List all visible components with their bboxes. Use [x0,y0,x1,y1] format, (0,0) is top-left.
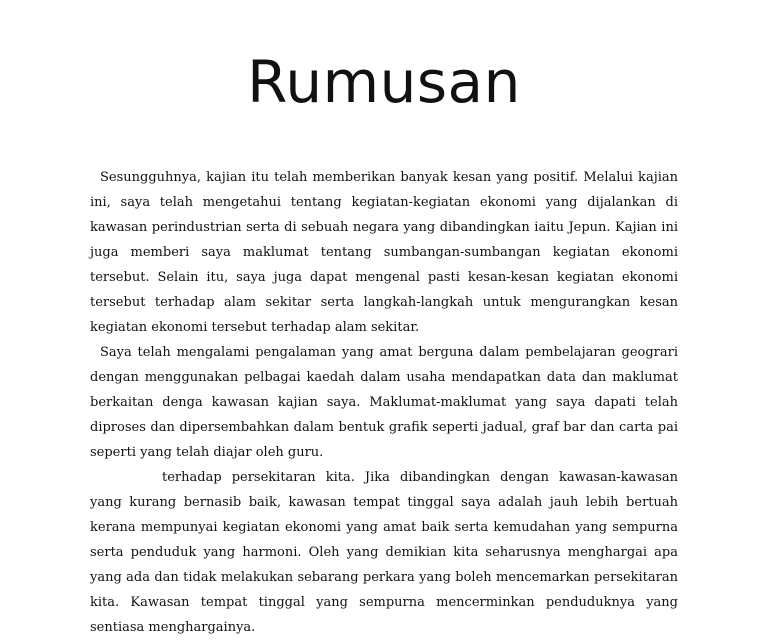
page-title: Rumusan [247,48,521,116]
paragraph-1: Sesungguhnya, kajian itu telah memberikan banyak kesan yang positif. Melalui kajian ini, saya telah mengetahui tentang kegiatan-kegiatan ekonomi yang dijalankan di kawasan perindustrian serta di sebuah negara yang dibandingkan iaitu Jepun. Kajian ini juga memberi saya maklumat tentang sumbangan-sumbangan kegiatan ekonomi tersebut. Selain itu, saya juga dapat mengenal pasti kesan-kesan kegiatan ekonomi tersebut terhadap alam sekitar serta langkah-langkah untuk mengurangkan kesan kegiatan ekonomi tersebut terhadap alam sekitar. [90,170,678,335]
paragraph-2: Saya telah mengalami pengalaman yang amat berguna dalam pembelajaran geograri dengan menggunakan pelbagai kaedah dalam usaha mendapatkan data dan maklumat berkaitan denga kawasan kajian saya. Maklumat-maklumat yang saya dapati telah diproses dan dipersembahkan dalam bentuk grafik seperti jadual, graf bar dan carta pai seperti yang telah diajar oleh guru. [90,345,678,460]
paragraph-3: terhadap persekitaran kita. Jika dibandingkan dengan kawasan-kawasan yang kurang bernasib baik, kawasan tempat tinggal saya adalah jauh lebih bertuah kerana mempunyai kegiatan ekonomi yang amat baik serta kemudahan yang sempurna serta penduduk yang harmoni. Oleh yang demikian kita seharusnya menghargai apa yang ada dan tidak melakukan sebarang perkara yang boleh mencemarkan persekitaran kita. Kawasan tempat tinggal yang sempurna mencerminkan penduduknya yang sentiasa menghargainya. [90,470,678,635]
